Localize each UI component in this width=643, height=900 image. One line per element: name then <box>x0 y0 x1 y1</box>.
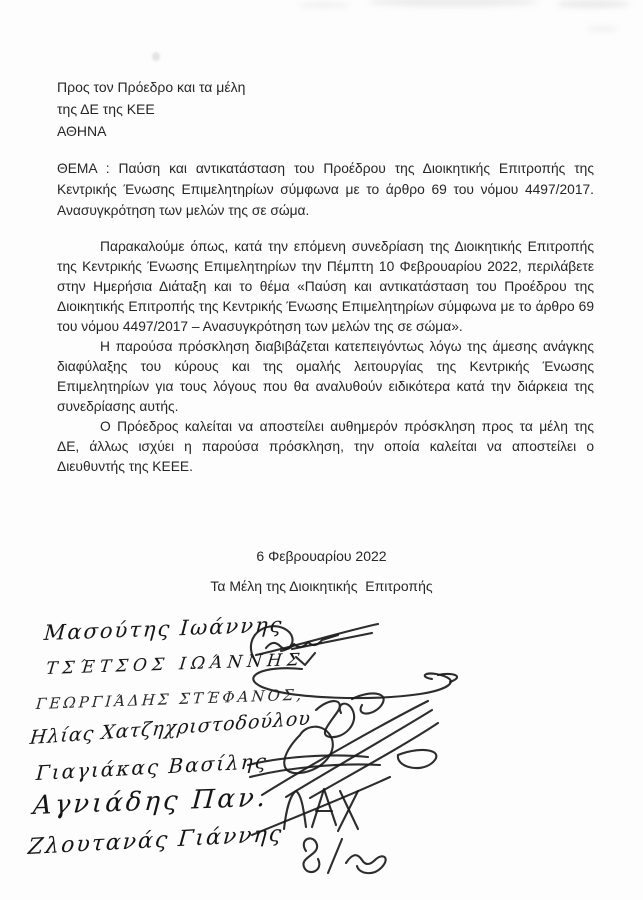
signature-name-1: Μασούτης Ιωάννης <box>43 612 285 646</box>
body-paragraph-3: Ο Πρόεδρος καλείται να αποστείλει αυθημερόν πρόσκληση προς τα μέλη της ΔΕ, άλλως ισχύει η παρούσα πρόσκληση, την οποία καλείται να αποστείλει ο Διευθυντής της ΚΕΕΕ. <box>57 419 594 474</box>
scan-smudge <box>298 2 350 8</box>
recipient-line-3: ΑΘΗΝΑ <box>57 123 107 139</box>
signatures-block <box>0 612 643 900</box>
scan-smudge <box>368 0 538 7</box>
body-paragraph-2: Η παρούσα πρόσκληση διαβιβάζεται κατεπειγόντως λόγω της άμεσης ανάγκης διαφύλαξης του κύρους και της ομαλής λειτουργίας της Κεντρικής Ένωσης Επιμελητηρίων για τους λόγους που θα αναλυθούν ειδικότερα κατά την διάρκεια της συνεδρίασης αυτής. <box>57 339 594 414</box>
recipient-line-2: της ΔΕ της ΚΕΕ <box>57 101 155 117</box>
signature-name-4: Ηλίας Χατζηχριστοδούλου <box>28 707 313 750</box>
signatories-heading: Τα Μέλη της Διοικητικής Επιτροπής <box>210 578 433 594</box>
signature-name-6: Αγνιάδης Παν. <box>31 782 270 822</box>
paragraphs-block <box>57 237 594 477</box>
document-date: 6 Φεβρουαρίου 2022 <box>256 548 387 564</box>
signature-name-2: ΤΣΈΤΣΟΣ ΙΩΆΝΝΗΣ <box>44 649 305 680</box>
recipient-block <box>57 76 594 142</box>
scan-smudge <box>152 52 160 61</box>
signature-name-3: ΓΕΩΡΓΙΆΔΗΣ ΣΤΈΦΑΝΟΣ, <box>35 685 305 714</box>
subject-line: ΘΕΜΑ : Παύση και αντικατάσταση του Προέδρου της Διοικητικής Επιτροπής της Κεντρικής Ένωσης Επιμελητηρίων σύμφωνα με το άρθρο 69 του νόμου 4497/2017. Ανασυγκρότηση των μελών της σε σώμα. <box>57 161 594 218</box>
scan-smudge <box>556 0 630 8</box>
body-paragraph-1: Παρακαλούμε όπως, κατά την επόμενη συνεδρίαση της Διοικητικής Επιτροπής της Κεντρικής Ένωσης Επιμελητηρίων την Πέμπτη 10 Φεβρουαρίου 2022, περιλάβετε στην Ημερήσια Διάταξη και το θέμα «Παύση και αντικατάσταση του Προέδρου της Διοικητικής Επιτροπής της Κεντρικής Ένωσης Επιμελητηρίων σύμφωνα με το άρθρο 69 του νόμου 4497/2017 – Ανασυγκρότηση των μελών της σε σώμα». <box>57 239 594 334</box>
recipient-line-1: Προς τον Πρόεδρο και τα μέλη <box>57 79 246 95</box>
letter-body <box>57 76 594 477</box>
signature-name-7: Ζλουτανάς Γιάννης <box>26 821 285 861</box>
signature-name-5: Γιαγιάκας Βασίλης <box>35 748 269 786</box>
scan-smudge <box>586 26 618 32</box>
